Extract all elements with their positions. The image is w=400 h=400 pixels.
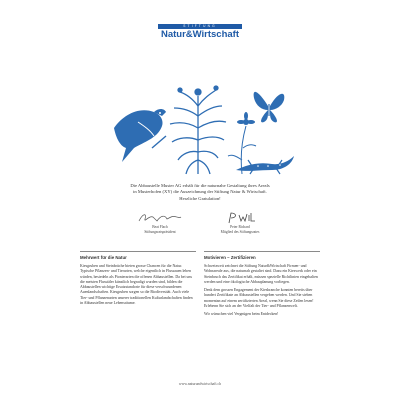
intro-line: in Musterhofen (XY) die Auszeichnung der Stiftung Natur & Wirtschaft. [133,189,267,195]
signature-image [215,211,265,225]
nature-illustration [108,76,298,176]
column-motivieren [204,255,320,317]
swallow-icon [114,109,166,162]
plant-icon [170,86,226,174]
signature-block-right [200,211,280,235]
salamander-icon [236,156,294,174]
logo-top-text: STIFTUNG [158,24,242,29]
column-mehrwert [80,255,196,306]
divider [80,251,196,252]
column-title: Mehrwert für die Natur [80,255,127,260]
logo-main-text: Natur&Wirtschaft [160,29,240,40]
footer-url: www.naturundwirtschaft.ch [178,382,222,386]
intro-line: Herzliche Gratulation! [179,195,221,201]
intro-line: Die Abbaustelle Muster AG erhält für die naturnahe Gestaltung ihres Areals [130,183,270,188]
column-paragraph: Wir wünschen viel Vergnügen beim Entdecken! [204,312,279,316]
signature-image [135,211,185,225]
award-intro [80,183,320,202]
butterfly-icon [254,92,285,122]
column-paragraph: Schweizweit zeichnet die Stiftung Natur&Wirtschaft Firmen- und Wohnareale aus, die naturnah gestaltet sind. Dazu ein Kieswerk oder ein Steinbruch das Zertifikat erhält, müssen spezielle Richtlinien eingehalten werden und eine ökologische Abbauplanung vorliegen. [204,264,318,284]
signer-role: Mitglied des Stiftungsrates [220,229,260,234]
signature-block-left [120,211,200,235]
signer-name: Peter Richard [230,225,250,229]
divider [204,251,320,252]
logo [158,24,242,40]
signer-role: Stiftungsratspräsident [144,229,176,234]
column-paragraph: Denk dem grossen Engagement der Kiesbranche konnten bereits über hundert Zertifikate an Abbaustellen vergeben werden. Und Sie sieben momentan auf einem zertifizierten Areal, wenn Sie diese Zeilen lesen! Erlebenn Sie sich an der Vielfalt der Tier- und Pflanzenwelt. [204,288,314,308]
signer-name: Beat Flach [152,225,168,229]
column-paragraph: Kiesgruben und Steinbrüche bieten grosse Chancen für die Natur. Typische Pflanzen- und Tierarten, welche eigentlich in Flussauen leben würden, besiedeln als Pionierarten die offenen Abbaustellen. Da bei uns die meisten Flusstäler künstlich begradigt wurden sind, bilden die Abbaustellen wichtige Ersatzstandorte für diese verschwundenen Auenlandschaften. Kiesgruben sorgen so die Biodiversität. Auch viele Tier- und Pflanzenarten unserer traditionellen Kulturlandschaften finden in Abbaustellen neue Lebensräume. [80,264,193,305]
column-title: Motivieren – Zertifizieren [204,255,256,260]
